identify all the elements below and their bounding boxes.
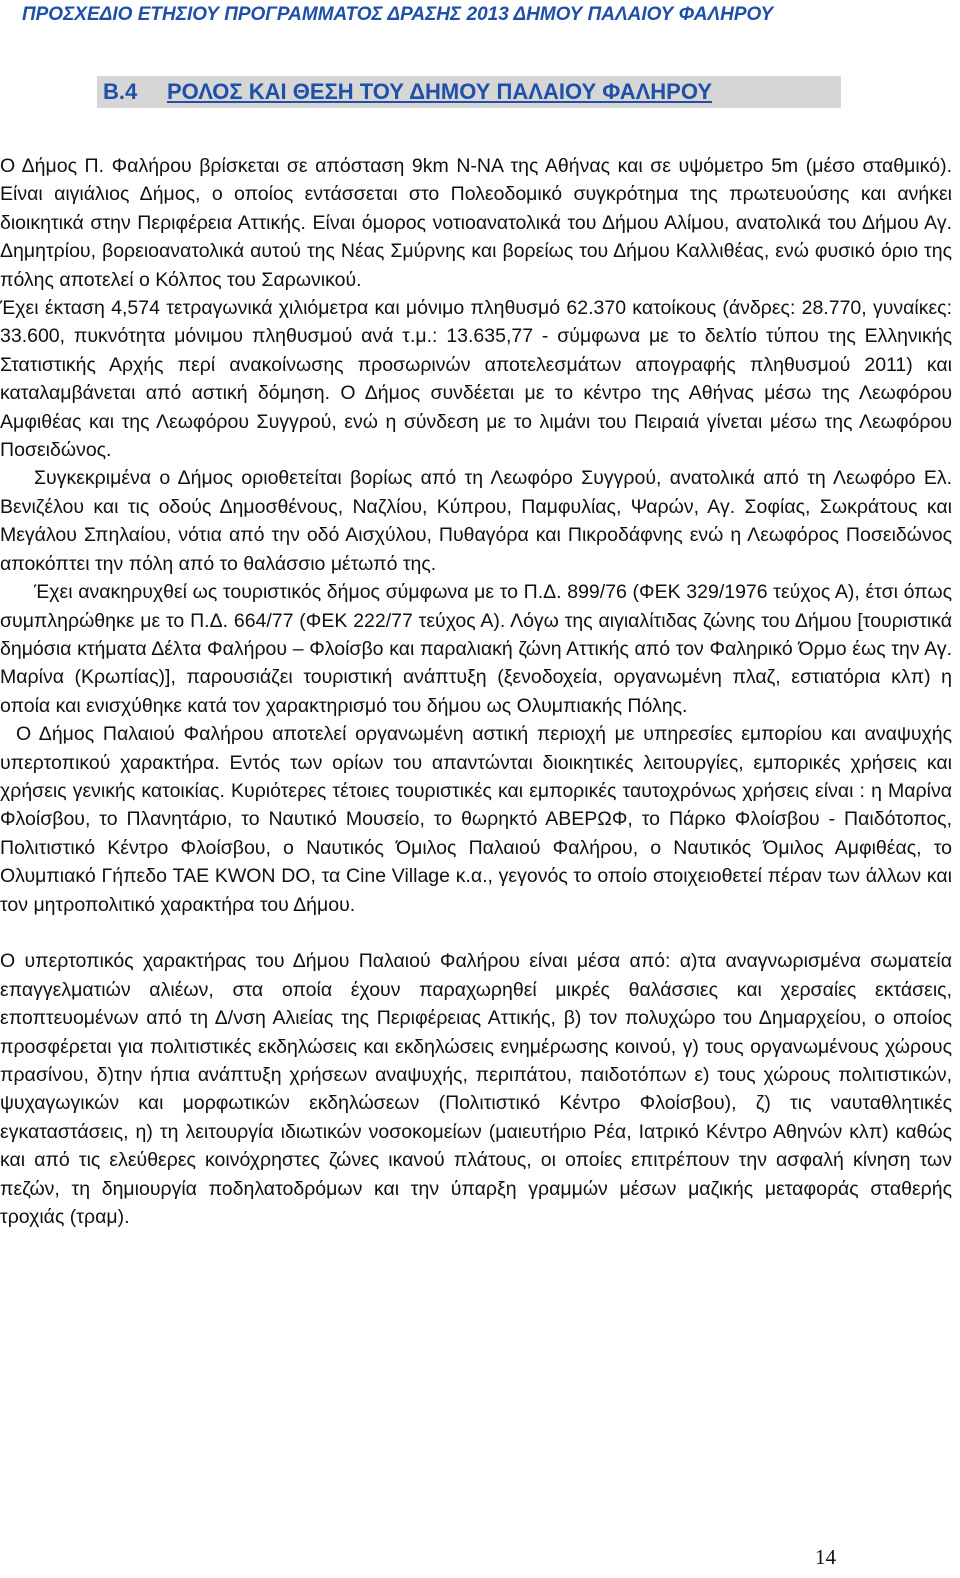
section-heading <box>97 76 841 108</box>
page-number: 14 <box>815 1545 836 1569</box>
paragraph-location: Ο Δήμος Π. Φαλήρου βρίσκεται σε απόσταση 9km Ν-ΝΑ της Αθήνας και σε υψόμετρο 5m (μέσο σταθμικό). Είναι αιγιάλιος Δήμος, ο οποίος εντάσσεται στο Πολεοδομικό συγκρότημα της πρωτευούσης και ανήκει διοικητικά στην Περιφέρεια Αττικής. Είναι όμορος νοτιοανατολικά του Δήμου Αλίμου, ανατολικά του Δήμου Αγ. Δημητρίου, βορειοανατολικά αυτού της Νέας Σμύρνης και βορείως του Δήμου Καλλιθέας, ενώ φυσικό όριο της πόλης αποτελεί ο Κόλπος του Σαρωνικού. <box>0 155 952 291</box>
section-title: ΡΟΛΟΣ ΚΑΙ ΘΕΣΗ ΤΟΥ ΔΗΜΟΥ ΠΑΛΑΙΟΥ ΦΑΛΗΡΟΥ <box>167 79 713 104</box>
section-number: Β.4 <box>103 79 138 104</box>
paragraph-population: Έχει έκταση 4,574 τετραγωνικά χιλιόμετρα και μόνιμο πληθυσμό 62.370 κατοίκους (άνδρες: 28.770, γυναίκες: 33.600, πυκνότητα μόνιμου πληθυσμού ανά τ.μ.: 13.635,77 - σύμφωνα με το δελτίο τύπου της Ελληνικής Στατιστικής Αρχής περί ανακοίνωσης προσωρινών αποτελεσμάτων απογραφής πληθυσμού 2011) και καταλαμβάνεται από αστική δόμηση. Ο Δήμος συνδέεται με το κέντρο της Αθήνας μέσω της Λεωφόρου Αμφιθέας και της Λεωφόρου Συγγρού, ενώ η σύνδεση με το λιμάνι του Πειραιά γίνεται μέσω της Λεωφόρου Ποσειδώνος. <box>0 297 952 462</box>
paragraph-boundaries: Συγκεκριμένα ο Δήμος οριοθετείται βορίως από τη Λεωφόρο Συγγρού, ανατολικά από τη Λεωφόρο Ελ. Βενιζέλου και τις οδούς Δημοσθένους, Ναζλίου, Κύπρου, Παμφυλίας, Ψαρών, Αγ. Σοφίας, Σωκράτους και Μεγάλου Σπηλαίου, νότια από την οδό Αισχύλου, Πυθαγόρα και Πικροδάφνης ενώ η Λεωφόρος Ποσειδώνος αποκόπτει την πόλη από το θαλάσσιο μέτωπό της. <box>0 467 952 575</box>
paragraph-tourism: Έχει ανακηρυχθεί ως τουριστικός δήμος σύμφωνα με το Π.Δ. 899/76 (ΦΕΚ 329/1976 τεύχος Α), έτσι όπως συμπληρώθηκε με το Π.Δ. 664/77 (ΦΕΚ 222/77 τεύχος Α). Λόγω της αιγιαλίτιδας ζώνης του Δήμου [τουριστικά δημόσια κτήματα Δέλτα Φαλήρου – Φλοίσβο και παραλιακή ζώνη Αττικής από τον Φαληρικό Όρμο έως την Αγ. Μαρίνα (Κρωπίας)], παρουσιάζει τουριστική ανάπτυξη (ξενοδοχεία, οργανωμένη πλαζ, εστιατόρια κλπ) η οποία και ενισχύθηκε κατά τον χαρακτηρισμό του δήμου ως Ολυμπιακής Πόλης. <box>0 581 952 717</box>
paragraph-urban-area: Ο Δήμος Παλαιού Φαλήρου αποτελεί οργανωμένη αστική περιοχή με υπηρεσίες εμπορίου και αναψυχής υπερτοπικού χαρακτήρα. Εντός των ορίων του απαντώνται διοικητικές λειτουργίες, εμπορικές χρήσεις και χρήσεις γενικής κατοικίας. Κυριότερες τέτοιες τουριστικές και εμπορικές ταυτοχρόνως χρήσεις είναι : η Μαρίνα Φλοίσβου, το Πλανητάριο, το Ναυτικό Μουσείο, το θωρηκτό ΑΒΕΡΩΦ, το Πάρκο Φλοίσβου - Παιδότοπος, Πολιτιστικό Κέντρο Φλοίσβου, ο Ναυτικός Όμιλος Παλαιού Φαλήρου, ο Ναυτικός Όμιλος Αμφιθέας, το Ολυμπιακό Γήπεδο TAE KWON DO, τα Cine Village κ.α., γεγονός το οποίο στοιχειοθετεί πέραν των άλλων και τον μητροπολιτικό χαρακτήρα του Δήμου. <box>0 723 952 916</box>
paragraph-supralocal-character: Ο υπερτοπικός χαρακτήρας του Δήμου Παλαιού Φαλήρου είναι μέσα από: α)τα αναγνωρισμένα σωματεία επαγγελματιών αλιέων, στα οποία έχουν παραχωρηθεί μικρές θαλάσσιες και χερσαίες εκτάσεις, εποπτευομένων από τη Δ/νση Αλιείας της Περιφέρειας Αττικής, β) τον πολυχώρο του Δημαρχείου, ο οποίος προσφέρεται για πολιτιστικές εκδηλώσεις και εκδηλώσεις ενημέρωσης κοινού, γ) τους οργανωμένους χώρους πρασίνου, δ)την ήπια ανάπτυξη χρήσεων αναψυχής, περιπάτου, παιδοτόπων ε) τους χώρους πολιτιστικών, ψυχαγωγικών και μορφωτικών εκδηλώσεων (Πολιτιστικό Κέντρο Φλοίσβου), ζ) τις ναυταθλητικές εγκαταστάσεις, η) τη λειτουργία ιδιωτικών νοσοκομείων (μαιευτήριο Ρέα, Ιατρικό Κέντρο Αθηνών κλπ) καθώς και από τις ελεύθερες κοινόχρηστες ζώνες ικανού πλάτους, οι οποίες επιτρέπουν την ασφαλή κίνηση των πεζών, τη δημιουργία ποδηλατοδρόμων και την ύπαρξη γραμμών μέσων μαζικής μεταφοράς σταθερής τροχιάς (τραμ). <box>0 950 952 1229</box>
document-body <box>0 152 952 1231</box>
running-header: ΠΡΟΣΧΕΔΙΟ ΕΤΗΣΙΟΥ ΠΡΟΓΡΑΜΜΑΤΟΣ ΔΡΑΣΗΣ 2013 ΔΗΜΟΥ ΠΑΛΑΙΟΥ ΦΑΛΗΡΟΥ <box>22 4 774 25</box>
